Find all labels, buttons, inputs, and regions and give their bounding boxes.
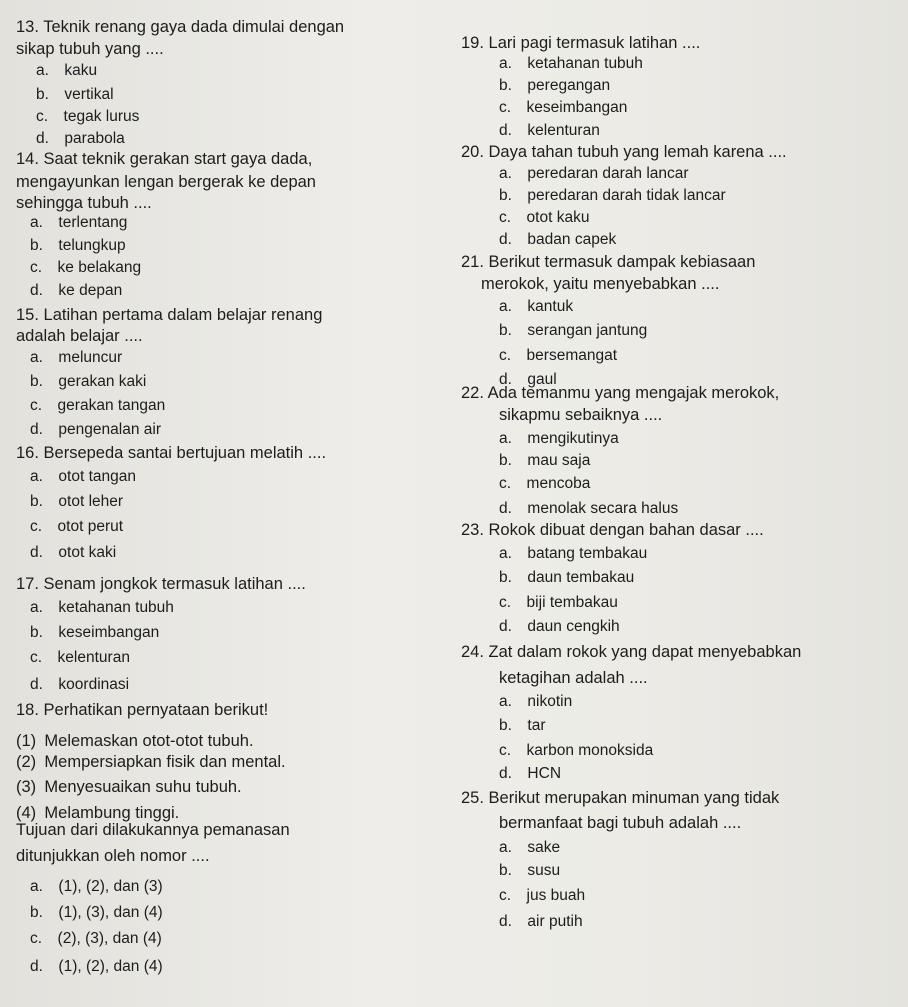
- question-23-line-1: 23. Rokok dibuat dengan bahan dasar ....: [461, 521, 764, 539]
- question-22-option-c: c. mencoba: [499, 475, 591, 492]
- question-14-option-c: c. ke belakang: [30, 259, 142, 276]
- question-17-option-b: b. keseimbangan: [30, 624, 160, 641]
- question-16-option-c: c. otot perut: [30, 518, 124, 535]
- question-18-line-6: Tujuan dari dilakukannya pemanasan: [16, 821, 290, 839]
- question-22-option-d: d. menolak secara halus: [499, 500, 679, 517]
- question-18-line-1: 18. Perhatikan pernyataan berikut!: [16, 701, 269, 719]
- question-15-option-d: d. pengenalan air: [30, 421, 161, 438]
- question-18-line-5: (4) Melambung tinggi.: [16, 804, 180, 822]
- question-20-option-c: c. otot kaku: [499, 209, 590, 226]
- question-22-line-1: 22. Ada temanmu yang mengajak merokok,: [461, 384, 780, 402]
- question-23-option-b: b. daun tembakau: [499, 569, 635, 586]
- question-18-line-7: ditunjukkan oleh nomor ....: [16, 847, 210, 865]
- question-18-line-4: (3) Menyesuaikan suhu tubuh.: [16, 778, 242, 796]
- question-14-line-1: 14. Saat teknik gerakan start gaya dada,: [16, 150, 313, 168]
- question-16-option-a: a. otot tangan: [30, 468, 136, 485]
- question-22-line-2: sikapmu sebaiknya ....: [499, 406, 663, 424]
- question-18-option-a: a. (1), (2), dan (3): [30, 878, 163, 895]
- question-18-line-2: (1) Melemaskan otot-otot tubuh.: [16, 732, 254, 750]
- question-16-line-1: 16. Bersepeda santai bertujuan melatih ....: [16, 444, 327, 462]
- question-13-option-d: d. parabola: [36, 130, 125, 147]
- question-21-option-d: d. gaul: [499, 371, 557, 388]
- question-15-option-a: a. meluncur: [30, 349, 123, 366]
- question-21-line-2: merokok, yaitu menyebabkan ....: [481, 275, 720, 293]
- question-13-line-2: sikap tubuh yang ....: [16, 40, 164, 58]
- question-25-line-2: bermanfaat bagi tubuh adalah ....: [499, 814, 742, 832]
- question-17-line-1: 17. Senam jongkok termasuk latihan ....: [16, 575, 306, 593]
- question-22-option-b: b. mau saja: [499, 452, 591, 469]
- question-25-option-a: a. sake: [499, 839, 561, 856]
- question-13-option-b: b. vertikal: [36, 86, 114, 103]
- question-20-line-1: 20. Daya tahan tubuh yang lemah karena ....: [461, 143, 787, 161]
- question-15-line-2: adalah belajar ....: [16, 327, 143, 345]
- question-14-option-d: d. ke depan: [30, 282, 123, 299]
- question-17-option-a: a. ketahanan tubuh: [30, 599, 174, 616]
- question-13-line-1: 13. Teknik renang gaya dada dimulai dengan: [16, 18, 345, 36]
- question-23-option-a: a. batang tembakau: [499, 545, 648, 562]
- question-25-option-c: c. jus buah: [499, 887, 586, 904]
- question-24-line-2: ketagihan adalah ....: [499, 669, 648, 687]
- question-14-line-2: mengayunkan lengan bergerak ke depan: [16, 173, 316, 191]
- question-24-line-1: 24. Zat dalam rokok yang dapat menyebabkan: [461, 643, 802, 661]
- question-20-option-a: a. peredaran darah lancar: [499, 165, 689, 182]
- question-14-option-b: b. telungkup: [30, 237, 126, 254]
- question-24-option-d: d. HCN: [499, 765, 562, 782]
- question-21-option-a: a. kantuk: [499, 298, 574, 315]
- question-19-option-b: b. peregangan: [499, 77, 611, 94]
- question-24-option-c: c. karbon monoksida: [499, 742, 654, 759]
- question-24-option-a: a. nikotin: [499, 693, 573, 710]
- question-25-option-d: d. air putih: [499, 913, 583, 930]
- question-15-option-c: c. gerakan tangan: [30, 397, 166, 414]
- question-15-option-b: b. gerakan kaki: [30, 373, 147, 390]
- question-24-option-b: b. tar: [499, 717, 546, 734]
- question-14-line-3: sehingga tubuh ....: [16, 194, 152, 212]
- question-16-option-d: d. otot kaki: [30, 544, 117, 561]
- question-22-option-a: a. mengikutinya: [499, 430, 619, 447]
- question-19-line-1: 19. Lari pagi termasuk latihan ....: [461, 34, 701, 52]
- question-18-option-d: d. (1), (2), dan (4): [30, 958, 163, 975]
- question-21-option-b: b. serangan jantung: [499, 322, 648, 339]
- question-13-option-a: a. kaku: [36, 62, 98, 79]
- question-17-option-c: c. kelenturan: [30, 649, 130, 666]
- question-15-line-1: 15. Latihan pertama dalam belajar renang: [16, 306, 323, 324]
- question-14-option-a: a. terlentang: [30, 214, 128, 231]
- question-16-option-b: b. otot leher: [30, 493, 124, 510]
- question-21-line-1: 21. Berikut termasuk dampak kebiasaan: [461, 253, 756, 271]
- question-25-option-b: b. susu: [499, 862, 561, 879]
- question-19-option-c: c. keseimbangan: [499, 99, 628, 116]
- question-25-line-1: 25. Berikut merupakan minuman yang tidak: [461, 789, 780, 807]
- question-18-line-3: (2) Mempersiapkan fisik dan mental.: [16, 753, 286, 771]
- question-23-option-c: c. biji tembakau: [499, 594, 618, 611]
- question-20-option-d: d. badan capek: [499, 231, 617, 248]
- question-19-option-d: d. kelenturan: [499, 122, 600, 139]
- question-19-option-a: a. ketahanan tubuh: [499, 55, 643, 72]
- question-13-option-c: c. tegak lurus: [36, 108, 140, 125]
- question-23-option-d: d. daun cengkih: [499, 618, 620, 635]
- question-21-option-c: c. bersemangat: [499, 347, 618, 364]
- question-18-option-c: c. (2), (3), dan (4): [30, 930, 162, 947]
- question-18-option-b: b. (1), (3), dan (4): [30, 904, 163, 921]
- question-20-option-b: b. peredaran darah tidak lancar: [499, 187, 726, 204]
- question-17-option-d: d. koordinasi: [30, 676, 130, 693]
